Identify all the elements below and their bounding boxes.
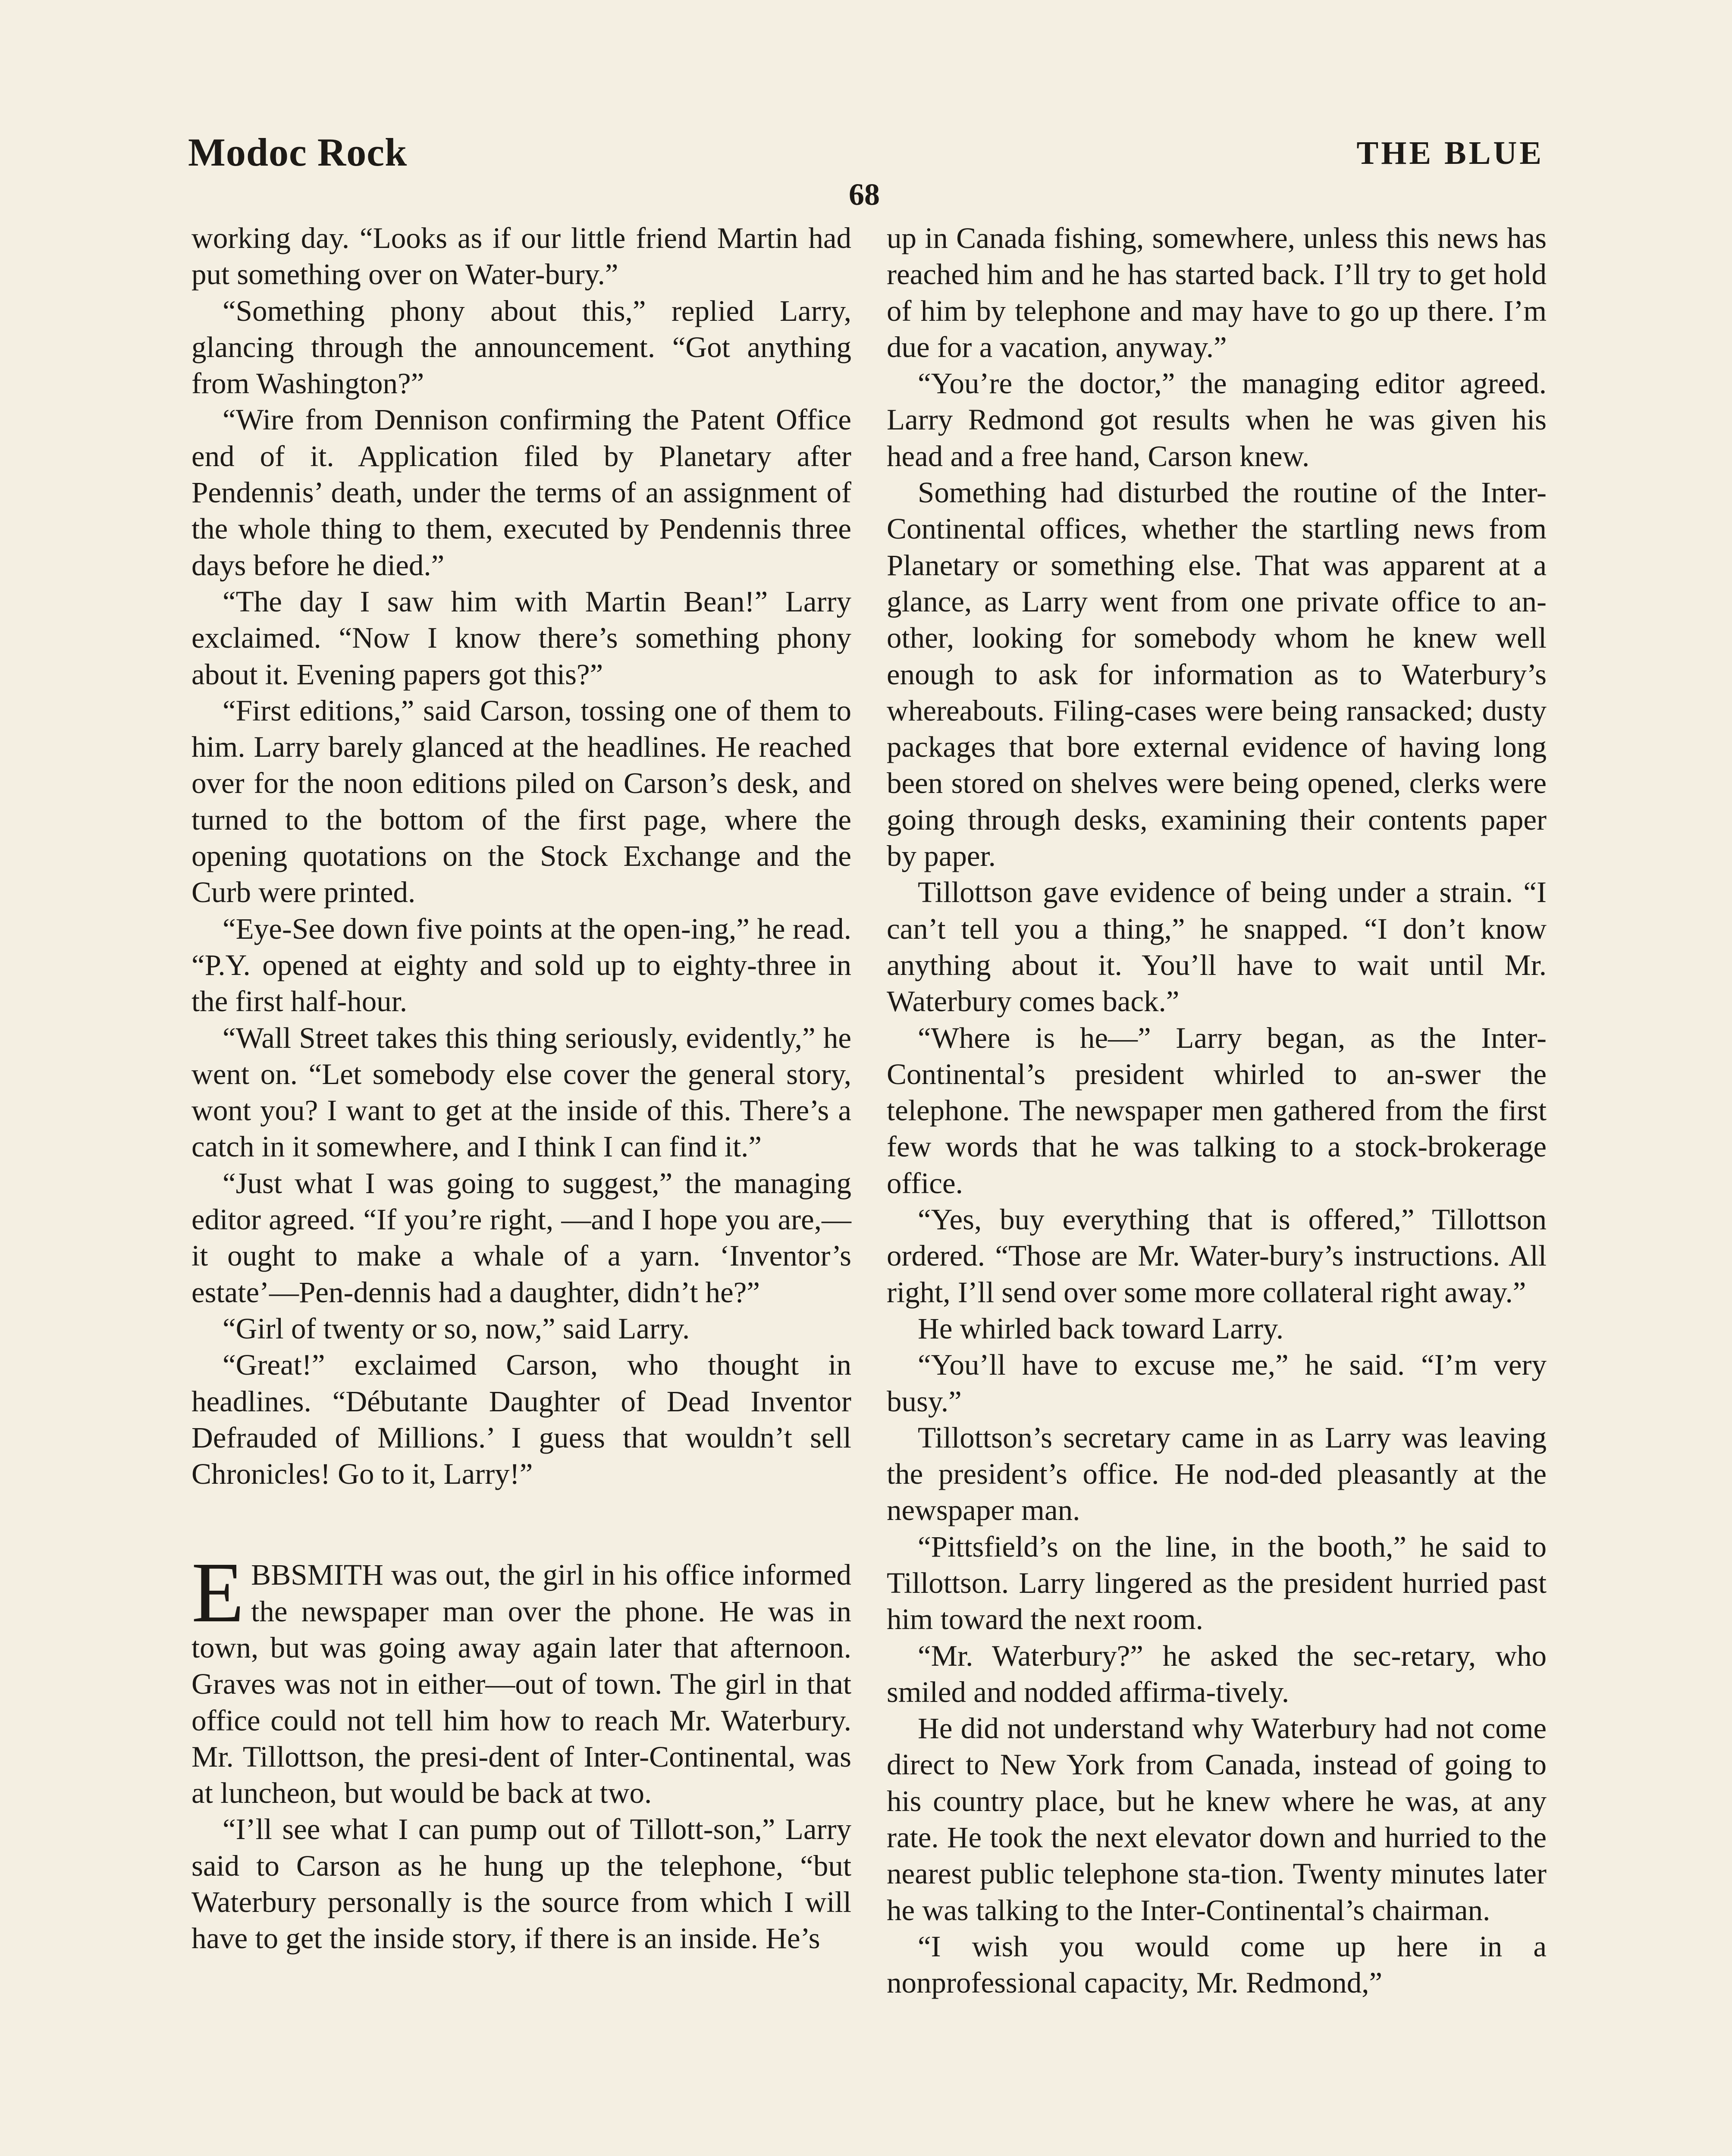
paragraph: “Wire from Dennison confirming the Patent Office end of it. Application filed by Planetary after Pendennis’ death, under the terms of an assignment of the whole thing to them, executed by Pendennis three days before he died.” bbox=[191, 403, 851, 582]
paragraph: Tillottson gave evidence of being under a strain. “I can’t tell you a thing,” he snapped. “I don’t know anything about it. You’ll have to wait until Mr. Waterbury comes back.” bbox=[887, 876, 1547, 1018]
paragraph: “Just what I was going to suggest,” the managing editor agreed. “If you’re right, —and I hope you are,—it ought to make a whale of a yarn. ‘Inventor’s estate’—Pen-dennis had a daughter, didn’t he?” bbox=[191, 1166, 851, 1309]
paragraph: “Wall Street takes this thing seriously, evidently,” he went on. “Let somebody else cover the general story, wont you? I want to get at the inside of this. There’s a catch in it somewhere, and I think I can find it.” bbox=[191, 1021, 851, 1163]
magazine-title: THE BLUE bbox=[1356, 135, 1544, 171]
drop-cap: E bbox=[191, 1545, 245, 1641]
paragraph: He did not understand why Waterbury had not come direct to New York from Canada, instead of going to his country place, but he knew where he was, at any rate. He took the next elevator down and hurried to the nearest public telephone sta-tion. Twenty minutes later he was talking to the Inter-Continental’s chairman. bbox=[887, 1712, 1547, 1927]
paragraph: Something had disturbed the routine of the Inter-Continental offices, whether the startling news from Planetary or something else. That was apparent at a glance, as Larry went from one private office to an-other, looking for somebody whom he knew well enough to ask for information as to Waterbury’s whereabouts. Filing-cases were being ransacked; dusty packages that bore external evidence of having long been stored on shelves were being opened, clerks were going through desks, examining their contents paper by paper. bbox=[887, 476, 1547, 873]
paragraph: Tillottson’s secretary came in as Larry was leaving the president’s office. He nod-ded pleasantly at the newspaper man. bbox=[887, 1421, 1547, 1527]
paragraph: “Great!” exclaimed Carson, who thought in headlines. “Débutante Daughter of Dead Inventor Defrauded of Millions.’ I guess that wouldn’t sell Chronicles! Go to it, Larry!” bbox=[191, 1348, 851, 1491]
paragraph: “Pittsfield’s on the line, in the booth,” he said to Tillottson. Larry lingered as the president hurried past him toward the next room. bbox=[887, 1530, 1547, 1636]
paragraph: “Girl of twenty or so, now,” said Larry. bbox=[223, 1312, 690, 1345]
paragraph: “I’ll see what I can pump out of Tillott-son,” Larry said to Carson as he hung up the telephone, “but Waterbury personally is the source from which I will have to get the inside story, if there is an inside. He’s bbox=[191, 1813, 851, 1955]
paragraph: “Where is he—” Larry began, as the Inter-Continental’s president whirled to an-swer the telephone. The newspaper men gathered from the first few words that he was talking to a stock-brokerage office. bbox=[887, 1021, 1547, 1200]
left-column bbox=[191, 220, 851, 1957]
paragraph: He whirled back toward Larry. bbox=[918, 1312, 1284, 1345]
paragraph: “I wish you would come up here in a nonprofessional capacity, Mr. Redmond,” bbox=[887, 1930, 1547, 1999]
paragraph: “Something phony about this,” replied Larry, glancing through the announcement. “Got anything from Washington?” bbox=[191, 294, 851, 400]
section-opening-paragraph bbox=[191, 1545, 851, 1811]
story-title: Modoc Rock bbox=[188, 130, 408, 174]
paragraph: up in Canada fishing, somewhere, unless this news has reached him and he has started back. I’ll try to get hold of him by telephone and may have to go up there. I’m due for a vacation, anyway.” bbox=[887, 222, 1547, 364]
paragraph: working day. “Looks as if our little friend Martin had put something over on Water-bury.” bbox=[191, 222, 851, 291]
paragraph: “Yes, buy everything that is offered,” Tillottson ordered. “Those are Mr. Water-bury’s instructions. All right, I’ll send over some more collateral right away.” bbox=[887, 1203, 1547, 1309]
paragraph: “Eye-See down five points at the open-ing,” he read. “P.Y. opened at eighty and sold up to eighty-three in the first half-hour. bbox=[191, 912, 851, 1018]
paragraph: “First editions,” said Carson, tossing one of them to him. Larry barely glanced at the headlines. He reached over for the noon editions piled on Carson’s desk, and turned to the bottom of the first page, where the opening quotations on the Stock Exchange and the Curb were printed. bbox=[191, 694, 851, 909]
paragraph: “You’ll have to excuse me,” he said. “I’m very busy.” bbox=[887, 1348, 1547, 1418]
page-number: 68 bbox=[849, 177, 880, 212]
paragraph: “Mr. Waterbury?” he asked the sec-retary, who smiled and nodded affirma-tively. bbox=[887, 1639, 1547, 1708]
paragraph: “You’re the doctor,” the managing editor agreed. Larry Redmond got results when he was given his head and a free hand, Carson knew. bbox=[887, 367, 1547, 473]
paragraph: “The day I saw him with Martin Bean!” Larry exclaimed. “Now I know there’s something phony about it. Evening papers got this?” bbox=[191, 585, 851, 691]
paragraph-text: BBSMITH was out, the girl in his office informed the newspaper man over the phone. He was in town, but was going away again later that afternoon. Graves was not in either—out of town. The girl in that office could not tell him how to reach Mr. Waterbury. Mr. Tillottson, the presi-dent of Inter-Continental, was at luncheon, but would be back at two. bbox=[191, 1558, 851, 1810]
right-column bbox=[887, 220, 1547, 2001]
